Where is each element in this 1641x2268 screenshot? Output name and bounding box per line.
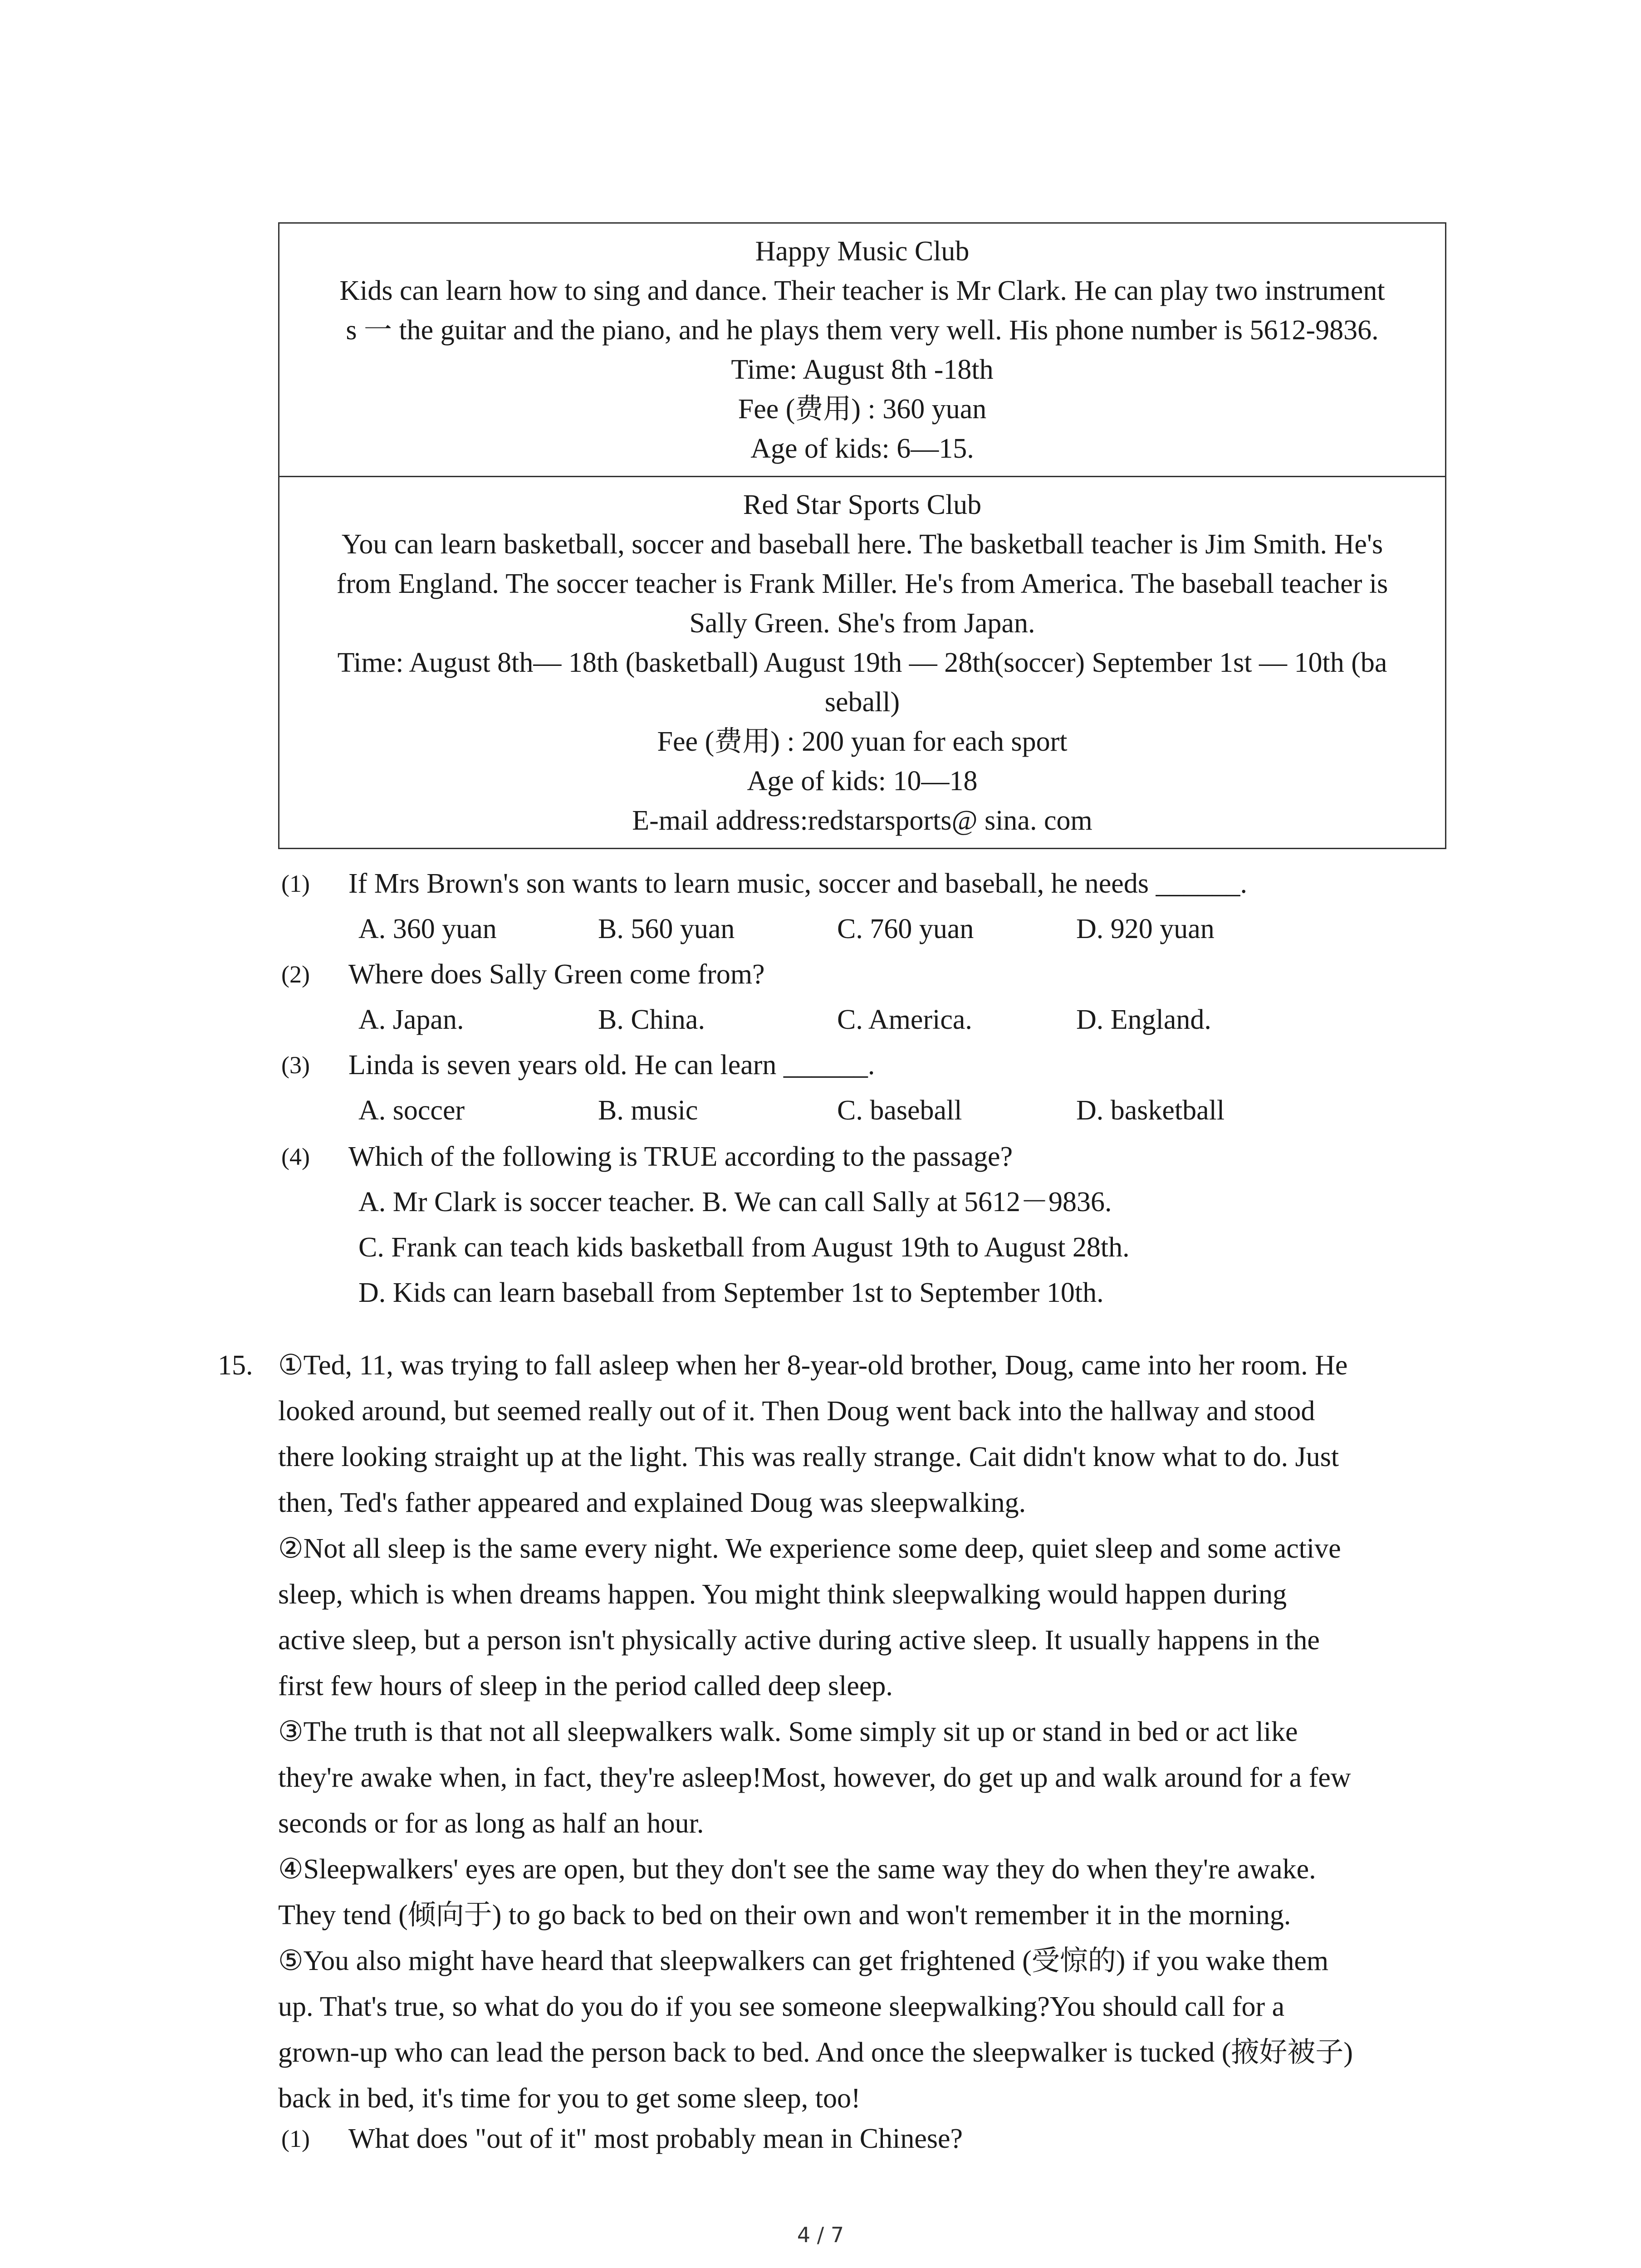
passage-line: ②Not all sleep is the same every night. We experience some deep, quiet sleep and some active xyxy=(278,1533,1341,1564)
option: D. Kids can learn baseball from September 1st to September 10th. xyxy=(358,1277,1104,1308)
question-text: Which of the following is TRUE according to the passage? xyxy=(348,1141,1013,1172)
passage-line: They tend (倾向于) to go back to bed on their own and won't remember it in the morning. xyxy=(278,1900,1291,1931)
option: A. 360 yuan xyxy=(358,914,497,944)
passage-line: back in bed, it's time for you to get some sleep, too! xyxy=(278,2083,861,2114)
option: B. 560 yuan xyxy=(598,914,735,944)
page-number: 4 / 7 xyxy=(797,2223,844,2247)
option: C. 760 yuan xyxy=(837,914,974,944)
club-fee: Fee (费用) : 200 yuan for each sport xyxy=(657,726,1068,757)
option: A. Mr Clark is soccer teacher. B. We can call Sally at 5612－9836. xyxy=(358,1187,1112,1217)
option: C. Frank can teach kids basketball from August 19th to August 28th. xyxy=(358,1232,1130,1263)
passage-line: looked around, but seemed really out of it. Then Doug went back into the hallway and stood xyxy=(278,1396,1315,1427)
passage-line: up. That's true, so what do you do if you see someone sleepwalking?You should call for a xyxy=(278,1991,1285,2022)
club-fee: Fee (费用) : 360 yuan xyxy=(738,394,987,425)
passage-line: sleep, which is when dreams happen. You might think sleepwalking would happen during xyxy=(278,1579,1287,1610)
club-age: Age of kids: 6—15. xyxy=(750,433,974,464)
passage-line: active sleep, but a person isn't physically active during active sleep. It usually happens in the xyxy=(278,1625,1320,1656)
club-time: Time: August 8th— 18th (basketball) August 19th — 28th(soccer) September 1st — 10th (ba xyxy=(337,647,1387,678)
option: D. basketball xyxy=(1076,1095,1225,1126)
passage-line: ⑤You also might have heard that sleepwalkers can get frightened (受惊的) if you wake them xyxy=(278,1945,1329,1976)
passage-line: they're awake when, in fact, they're asleep!Most, however, do get up and walk around for a few xyxy=(278,1762,1351,1793)
club-time: Time: August 8th -18th xyxy=(731,354,994,385)
club-text: You can learn basketball, soccer and baseball here. The basketball teacher is Jim Smith. He's xyxy=(341,529,1383,560)
option: C. America. xyxy=(837,1004,972,1035)
club-email: E-mail address:redstarsports@ sina. com xyxy=(632,805,1092,836)
question-number: (1) xyxy=(281,870,310,897)
passage-line: there looking straight up at the light. This was really strange. Cait didn't know what to do. Just xyxy=(278,1442,1339,1472)
passage-line: ①Ted, 11, was trying to fall asleep when her 8-year-old brother, Doug, came into her room. He xyxy=(278,1350,1348,1381)
club-time: seball) xyxy=(824,687,900,718)
passage-line: seconds or for as long as half an hour. xyxy=(278,1808,704,1839)
question-text: What does "out of it" most probably mean in Chinese? xyxy=(348,2123,963,2154)
option: A. soccer xyxy=(358,1095,465,1126)
option: A. Japan. xyxy=(358,1004,464,1035)
club-title: Red Star Sports Club xyxy=(743,489,982,520)
club-text: Kids can learn how to sing and dance. Their teacher is Mr Clark. He can play two instrument xyxy=(339,275,1385,306)
question-number: (1) xyxy=(281,2125,310,2152)
passage-line: then, Ted's father appeared and explained Doug was sleepwalking. xyxy=(278,1487,1026,1518)
sports-club-cell xyxy=(279,476,1445,848)
question-text: Where does Sally Green come from? xyxy=(348,959,765,990)
option: D. England. xyxy=(1076,1004,1211,1035)
question-text: If Mrs Brown's son wants to learn music, soccer and baseball, he needs ______. xyxy=(348,868,1247,899)
question-text: Linda is seven years old. He can learn ______. xyxy=(348,1050,875,1080)
passage xyxy=(278,1343,1449,2121)
question-number: 15. xyxy=(218,1350,253,1381)
club-text: from England. The soccer teacher is Frank Miller. He's from America. The baseball teacher is xyxy=(336,568,1388,599)
music-club-cell xyxy=(279,224,1445,476)
clubs-table xyxy=(278,222,1446,849)
passage-line: ④Sleepwalkers' eyes are open, but they don't see the same way they do when they're awake. xyxy=(278,1854,1316,1885)
option: B. China. xyxy=(598,1004,705,1035)
passage-line: grown-up who can lead the person back to bed. And once the sleepwalker is tucked (掖好被子) xyxy=(278,2037,1353,2068)
question-number: (3) xyxy=(281,1051,310,1079)
question-number: (4) xyxy=(281,1143,310,1170)
club-title: Happy Music Club xyxy=(755,236,970,267)
option: B. music xyxy=(598,1095,698,1126)
club-text: Sally Green. She's from Japan. xyxy=(689,608,1035,639)
club-text: s 一 the guitar and the piano, and he plays them very well. His phone number is 5612-9836. xyxy=(346,315,1379,346)
passage-line: first few hours of sleep in the period called deep sleep. xyxy=(278,1671,893,1701)
option: C. baseball xyxy=(837,1095,962,1126)
question-number: (2) xyxy=(281,961,310,988)
club-age: Age of kids: 10—18 xyxy=(747,766,978,797)
option: D. 920 yuan xyxy=(1076,914,1215,944)
passage-line: ③The truth is that not all sleepwalkers walk. Some simply sit up or stand in bed or act like xyxy=(278,1716,1298,1747)
